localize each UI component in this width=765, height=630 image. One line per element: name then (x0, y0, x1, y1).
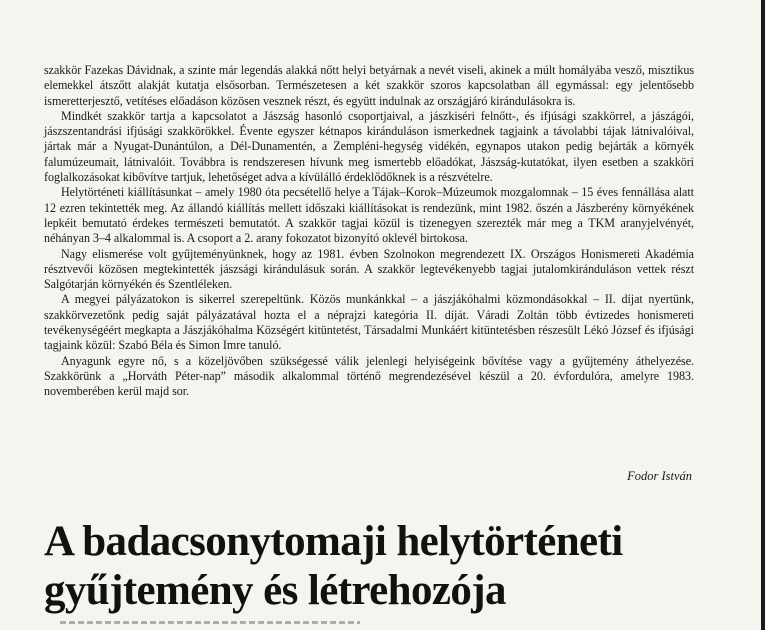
article-body (44, 63, 694, 400)
cut-off-text-line (60, 621, 360, 624)
paragraph: szakkör Fazekas Dávidnak, a szinte már legendás alakká nőtt helyi betyárnak a nevét viseli, akinek a múlt homályába vesző, misztikus elemekkel átszőtt alakját kutatja elsősorban. Természetesen a két szakkör szoros kapcsolatban áll egymással: egy jelentősebb ismeretterjesztő, vetítéses előadáson közösen vesznek részt, és együtt indulnak az országjáró kirándulásokra is. (44, 63, 694, 108)
paragraph: A megyei pályázatokon is sikerrel szerepeltünk. Közös munkánkkal – a jászjákóhalmi közmondásokkal – II. díjat nyertünk, szakkörvezetőnk pedig saját pályázatával hozta el a néprajzi kategória II. díját. Váradi Zoltán több évtizedes honismereti tevékenységéért megkapta a Jászjákóhalma Községért kitüntetést, Társadalmi Munkáért kitüntetésben részesült Lékó József és ifjúsági tagjaink közül: Szabó Béla és Simon Imre tanuló. (44, 292, 694, 353)
title-line-2: gyűjtemény és létrehozója (44, 567, 506, 614)
paragraph: Helytörténeti kiállításunkat – amely 1980 óta pecsétellő helye a Tájak–Korok–Múzeumok mozgalomnak – 15 éves fennállása alatt 12 ezren tekintették meg. Az állandó kiállítás mellett időszaki kiállításokat is rendezünk, mint 1982. őszén a Jászberény környékének lepkéit bemutató érdekes természeti bemutatót. A szakkör tagjai közül is tizenegyen szerezték már meg a TKM aranyjelvényét, néhányan 3–4 alkalommal is. A csoport a 2. arany fokozatot bizonyító oklevél birtokosa. (44, 185, 694, 246)
paragraph: Nagy elismerése volt gyűjteményünknek, hogy az 1981. évben Szolnokon megrendezett IX. Országos Honismereti Akadémia résztvevői közösen megtekintették jászsági kirándulásuk során. A szakkör legtevékenyebb tagjai jutalomkiránduláson vettek részt Salgótarján környékén és Szentléleken. (44, 246, 694, 292)
author-signature: Fodor István (627, 469, 692, 483)
next-article-title (44, 517, 744, 615)
title-line-1: A badacsonytomaji helytörténeti (44, 518, 623, 565)
paragraph: Anyagunk egyre nő, s a közeljövőben szükségessé válik jelenlegi helyiségeink bővítése vagy a gyűjtemény áthelyezése. Szakkörünk a „Horváth Péter-nap” második alkalommal történő megrendezésével készül a 20. évfordulóra, amelyre 1983. novemberében kerül majd sor. (44, 353, 694, 399)
page-edge-divider (761, 0, 765, 630)
paragraph: Mindkét szakkör tartja a kapcsolatot a Jászság hasonló csoportjaival, a jászkiséri felnőtt-, és ifjúsági szakkörrel, a jászágói, jászszentandrási ifjúsági szakkörökkel. Évente egyszer kétnapos kiránduláson ismerkednek tagjaink a távolabbi tájak látnivalóival, jártak már a Nyugat-Dunántúlon, a Dél-Dunamentén, a Zempléni-hegység vidékén, egynapos utakon pedig bejárták a környék falumúzeumait, látnivalóit. Továbbra is rendszeresen hívunk meg ismertebb előadókat, Jászság-kutatókat, ilyen esetben a szakköri foglalkozásokat kibővítve tartjuk, lehetőséget adva a kívülálló érdeklődőknek is a részvételre. (44, 108, 694, 185)
